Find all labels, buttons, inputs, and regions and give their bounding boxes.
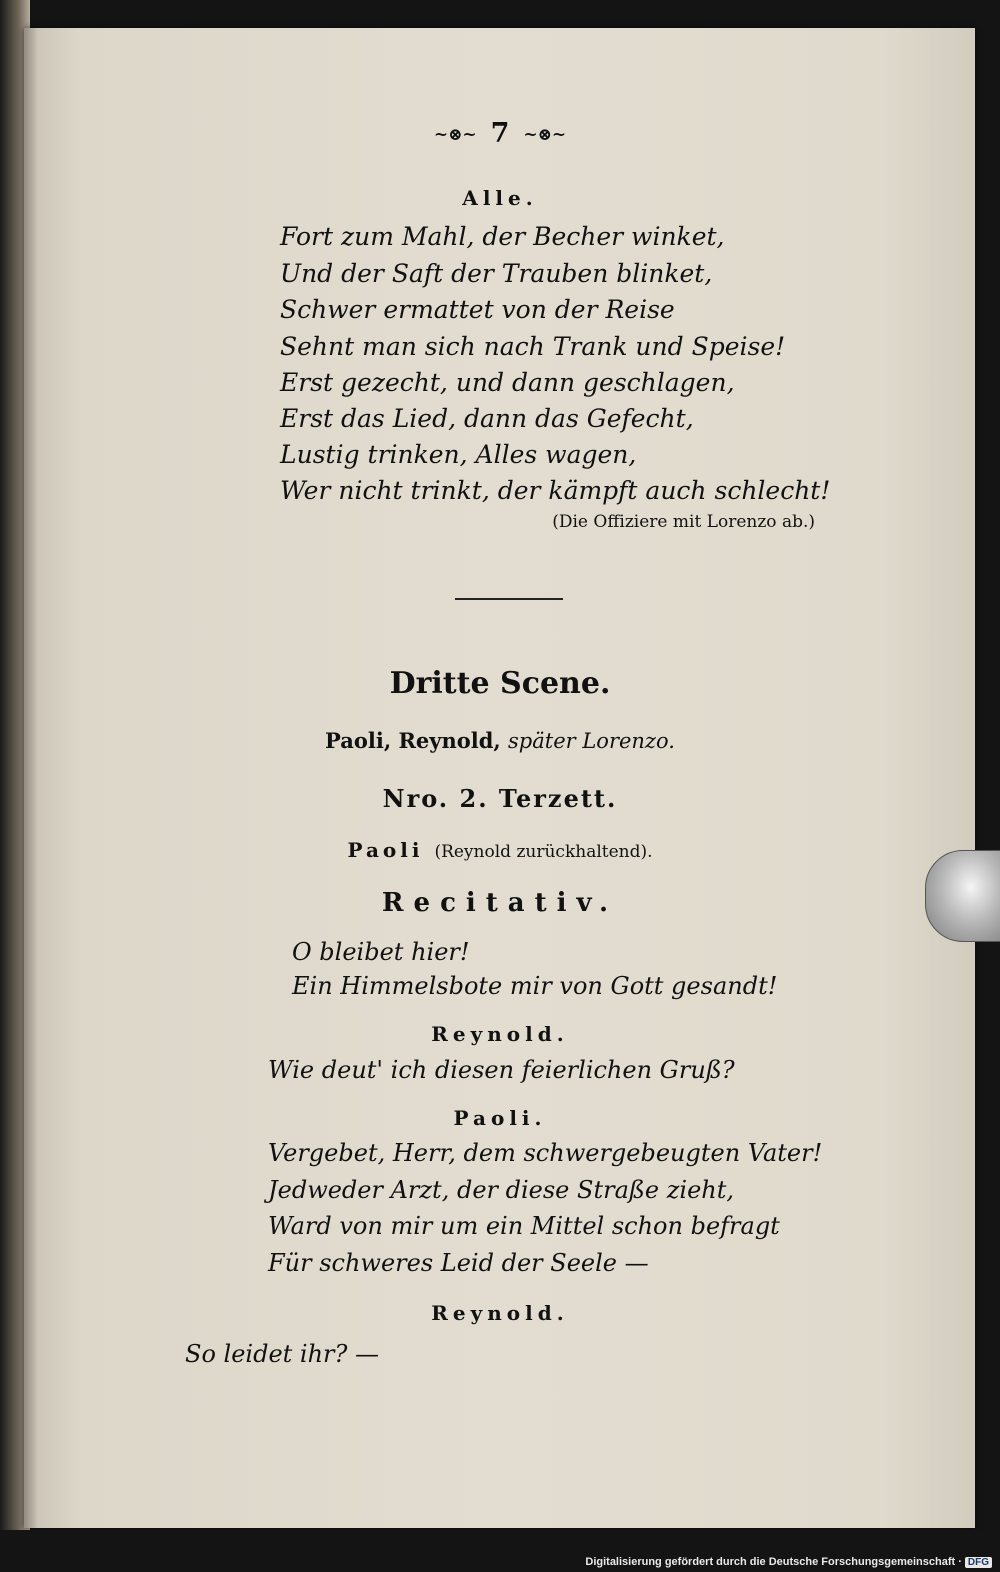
scene-persons <box>0 728 1000 753</box>
dialogue-line: Wie deut' ich diesen feierlichen Gruß? <box>268 1056 735 1084</box>
dialogue-line: Ein Himmelsbote mir von Gott gesandt! <box>292 972 778 1000</box>
verse-line: Und der Saft der Trauben blinket, <box>280 259 713 288</box>
verse-line: Wer nicht trinkt, der kämpft auch schlecht! <box>280 476 831 505</box>
speaker-paoli-heading <box>0 838 1000 862</box>
verse-line: Lustig trinken, Alles wagen, <box>280 440 637 469</box>
persons-later: später Lorenzo. <box>508 729 675 753</box>
scene-title: Dritte Scene. <box>389 666 611 701</box>
recitative-heading: Recitativ. <box>381 888 619 918</box>
dfg-logo: DFG <box>965 1557 992 1568</box>
verse-line: Erst gezecht, und dann geschlagen, <box>280 368 735 397</box>
dialogue-line: So leidet ihr? — <box>185 1340 380 1368</box>
digitization-credit <box>585 1556 992 1568</box>
speaker-name: Paoli <box>347 838 424 862</box>
number-heading: Nro. 2. Terzett. <box>382 784 618 813</box>
verse-line: Schwer ermattet von der Reise <box>280 295 675 324</box>
speaker-paoli: Paoli. <box>453 1106 547 1130</box>
dialogue-line: Jedweder Arzt, der diese Straße zieht, <box>268 1176 734 1204</box>
speaker-reynold: Reynold. <box>431 1301 569 1325</box>
section-divider <box>455 598 563 600</box>
dialogue-line: Ward von mir um ein Mittel schon befragt <box>268 1212 780 1240</box>
dialogue-line: Vergebet, Herr, dem schwergebeugten Vater! <box>268 1139 823 1167</box>
dialogue-line: Für schweres Leid der Seele — <box>268 1249 649 1277</box>
ornament-left: ~⊗~ <box>433 124 477 145</box>
verse-line: Erst das Lied, dann das Gefecht, <box>280 404 694 433</box>
verse-line: Sehnt man sich nach Trank und Speise! <box>280 332 786 361</box>
credit-text: Digitalisierung gefördert durch die Deutsche Forschungsgemeinschaft · <box>585 1556 962 1568</box>
page-number-value: 7 <box>490 118 510 149</box>
footer-bar <box>0 1530 1000 1572</box>
stage-direction: (Die Offiziere mit Lorenzo ab.) <box>552 512 815 532</box>
persons-main: Paoli, Reynold, <box>325 728 501 753</box>
speaker-alle: Alle. <box>462 186 538 210</box>
dialogue-line: O bleibet hier! <box>292 938 470 966</box>
verse-line: Fort zum Mahl, der Becher winket, <box>280 222 725 251</box>
page-number <box>0 118 1000 149</box>
speaker-reynold: Reynold. <box>431 1022 569 1046</box>
ornament-right: ~⊗~ <box>523 124 567 145</box>
speaker-note: (Reynold zurückhaltend). <box>434 842 653 862</box>
